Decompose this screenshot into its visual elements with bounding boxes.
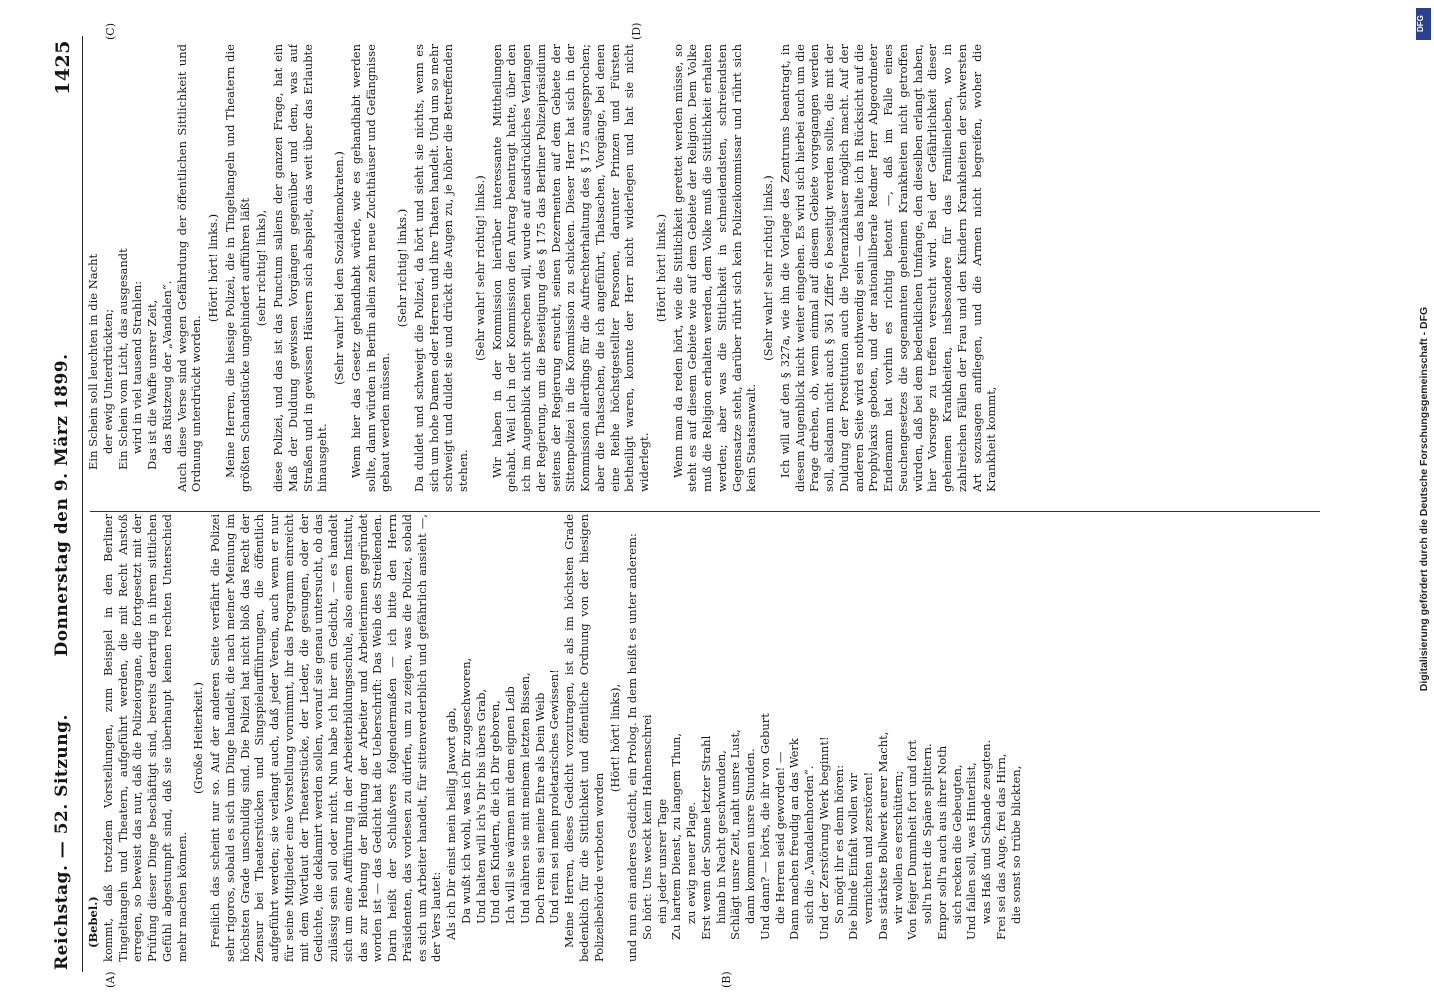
poem-line: Ein Schein vom Licht, das ausgesandt [115,248,130,470]
paragraph: Meine Herren, dieses Gedicht vorzutragen, ist als im höchsten Grade bedenklich für die Sittlichkeit und öffentliche Ordnung von der hiesigen Polizeibehörde verboten worden [562,514,606,962]
poem-line: Erst wenn der Sonne letzter Strahl [698,735,713,940]
digitization-credit [1415,8,1431,993]
poem-line: Die blinde Einfalt wollen wir [846,773,861,940]
poem-line: soll'n breit die Späne splittern. [920,743,934,924]
poem-line: vernichten und zerstören! [861,771,875,924]
paragraph: Wir haben in der Kommission hierüber interessante Mittheilungen gehabt. Weil ich in der Kommission den Antrag beantragt hatte, über den ich im Augenblick nicht sprechen will, wurde auf ausdrückliches Verlangen der Regierung, um die Beseitigung des § 175 das Berliner Polizeipräsidium seitens der Regierung ersucht, seinen Dezernenten auf dem Gebiete der Sittenpolizei in die Kommission zu schicken. Dieser Herr hat sich in der Kommission allerdings für die Aufrechterhaltung des § 175 ausgesprochen; aber die Thatsachen, die ich angeführt, Thatsachen, Vorgänge, bei denen eine Reihe höchstgestellter Personen, darunter Prinzen und Fürsten betheiligt waren, konnte der Herr nicht widerlegen und hat sie nicht widerlegt. [489,44,651,492]
credit-text: Digitalisierung gefördert durch die Deutsche Forschungsgemeinschaft - DFG [1418,306,1430,692]
paragraph: Meine Herren, die hiesige Polizei, die in Tingeltangeln und Theatern die größten Schandstücke ungehindert aufführen läßt [222,44,252,492]
interjection: (Hört! hört! links.) [653,213,668,323]
interjection: (sehr richtig! links), [254,209,269,327]
speaker-name: (Bebel.) [86,896,100,948]
poem-line: der ewig Unterdrückten; [100,308,115,454]
interjection: (Sehr wahr! sehr richtig! links.) [761,175,775,361]
poem-line: die Herren seid geworden! — [772,751,787,924]
paragraph: Auch diese Verse sind wegen Gefährdung der öffentlichen Sittlichkeit und Ordnung unterdrückt worden. [174,44,204,492]
poem-line: was Haß und Schande zeugten. [979,739,993,924]
poem-line: Frei sei das Auge, frei das Hirn, [993,753,1008,940]
poem-line: Als ich Dir einst mein heilig Jawort gab, [444,707,458,940]
column-divider [90,511,1320,512]
poem-line: Und dann? — hörts, die ihr von Geburt [757,713,772,940]
poem-line: Empor soll'n auch aus ihrer Noth [934,745,949,940]
interjection: (Hört! hört! links.) [206,213,220,323]
paragraph: diese Polizei, und das ist das Punctum saliens der ganzen Frage, hat ein Maß der Duldung gewissen Vorgängen gegenüber und dem, was auf Straßen und in gewissen Häusern sich abspielt, das weit über das Erlaubte hinausgeht. [271,44,330,492]
poem-line: Und fallen soll, was Hinterlist, [964,762,979,940]
paragraph: Wenn man da reden hört, wie die Sittlichkeit gerettet werden müsse, so steht es auf diesem Gebiete wie auf dem Gebiete der Religion. Dem Volke muß die Religion erhalten werden, dem Volke muß die Sittlichkeit erhalten werden; aber was die Sittlichkeit in schneidendsten, schreiendsten Gegensatze steht, darüber rührt sich kein Polizeikommissar und rührt sich kein Staatsanwalt. [670,44,759,492]
poem-line: Und der Zerstörung Werk beginnt! [816,736,831,940]
poem-line: Das ist die Waffe unsrer Zeit, [145,299,159,470]
poem-line: So mögt ihr es denn hören: [831,764,846,924]
margin-marker-c: (C) [104,23,117,40]
poem-line: dann kommen unsre Stunden. [743,748,757,924]
poem-line: das Rüstzeug der „Vandalen“. [159,280,174,454]
poem-line: Und rein sei mein proletarisches Gewissen! [547,669,562,924]
left-column [86,514,1346,962]
paragraph: Ich will auf den § 327a, wie ihn die Vorlage des Zentrums beantragt, in diesem Augenblick nicht weiter eingehen. Es wird sich hierbei auch um die Frage drehen, ob, wenn einmal auf diesem Gebiete vorgegangen werden soll, alsdann nicht auch § 361 Ziffer 6 beseitigt werden sollte, die mit der Duldung der Prostitution auch die Toleranzhäuser möglich macht. Auf der anderen Seite wird es nothwendig sein — das halte ich in Rücksicht auf die Prophylaxis geboten, und der nationalliberale Redner Herr Abgeordneter Endemann hat vorhin es richtig betont —, daß im Falle eines Seuchengesetzes die sogenannten geheimen Krankheiten nicht getroffen würden, daß bei dem bedenklichen Umfange, den dieselben erlangt haben, hier Vorsorge zu treffen versucht wird. Bei der Gefährlichkeit dieser geheimen Krankheiten, insbesondere für das Familienleben, wo in zahlreichen Fällen der Frau und den Kindern Krankheiten der schwersten Art sozusagen anfliegen, und die Armen nicht begreifen, woher die Krankheit kommt, [777,44,999,492]
poem-line: Von feiger Dummheit fort und fort [905,740,920,940]
interjection: (Sehr wahr! bei den Sozialdemokraten.) [332,151,346,385]
poem-line: Und den Kindern, die ich Dir geboren, [488,700,503,924]
poem-line: zu ewig neuer Plage. [684,801,698,924]
margin-marker-a: (A) [104,971,117,988]
poem-line: ein jeder unsrer Tage [654,798,669,924]
poem-line: wir wollen es erschüttern; [890,770,905,924]
header-left: Reichstag. — 52. Sitzung. [52,714,72,970]
paragraph: Freilich das scheint nur so. Auf der anderen Seite verfährt die Polizei sehr rigoros, sobald es sich um Dinge handelt, die nach meiner Meinung im höchsten Grade unschuldig sind. Die Polizei hat nicht bloß das Recht der Zensur bei Theaterstücken und Singspielaufführungen, die öffentlich aufgeführt werden; sie verlangt auch, daß jeder Verein, auch wenn er nur für seine Mitglieder eine Vorstellung vornimmt, ihr das Programm einreicht mit dem Wortlaut der Theaterstücke, der Lieder, die gesungen, oder der Gedichte, die deklamirt werden sollen, worauf sie genau untersucht, ob das zulässig sein soll oder nicht. Nun habe ich hier ein Gedicht, — es handelt sich um eine Aufführung in der Arbeiterbildungsschule, also einem Institut, das zur Hebung der Bildung der Arbeiter und Arbeiterinnen gegründet worden ist — das Gedicht hat die Ueberschrift: Das Weib des Streikenden. Darin heißt der Schlußvers folgendermaßen — ich bitte den Herrn Präsidenten, das vorlesen zu dürfen, um zu zeigen, was die Polizei, sobald es sich um Arbeiter handelt, für sittenverderblich und gefährlich ansieht —, der Vers lautet: [208,514,444,962]
paragraph: und nun ein anderes Gedicht, ein Prolog. In dem heißt es unter anderem: [625,533,639,962]
header-rule [82,36,83,972]
poem-line: Ich will sie wärmen mit dem eignen Leib [503,686,517,924]
interjection: (Sehr wahr! sehr richtig! links.) [472,175,487,361]
interjection: (Hört! hört! links), [608,683,623,793]
page-header [52,40,78,970]
margin-marker-b: (B) [720,971,733,988]
poem-line: Zu hartem Dienst, zu langem Thun, [669,732,684,940]
header-date: Donnerstag den 9. März 1899. [52,353,72,657]
poem-line: Und nähren sie mit meinem letzten Bissen, [517,672,532,924]
margin-marker-d: (D) [630,22,643,40]
poem-line: sich die „Vandalenhorden“. [802,765,816,924]
poem-line: Doch rein sei meine Ehre als Dein Weib [532,692,547,924]
poem-line: sich recken die Gebeugten, [949,764,964,924]
paragraph: Wenn hier das Gesetz gehandhabt würde, wie es gehandhabt werden sollte, dann würden in Berlin allein zehn neue Zuchthäuser und Gefängnisse gebaut werden müssen. [348,44,393,492]
poem-line: wird in viel tausend Strahlen: [130,280,145,454]
poem-line: Dann machen freudig an das Werk [787,738,802,940]
right-column [86,44,1346,492]
poem-line: So hört: Uns weckt kein Hahnenschrei [639,714,654,940]
interjection: (Sehr richtig! links.) [395,208,409,328]
poem-line: Schlägt unsre Zeit, naht unsre Lust, [728,729,743,940]
page-number: 1425 [52,40,74,95]
interjection: (Große Heiterkeit.) [191,682,206,794]
paragraph: Da duldet und schweigt die Polizei, da hört und sieht sie nichts, wenn es sich um hohe Damen oder Herren und ihre Thaten handelt. Und um so mehr schweigt und duldet sie und drückt die Augen zu, je höher die Betreffenden stehen. [411,44,470,492]
poem-line: Und halten will ich's Dir bis übers Grab, [473,688,488,924]
poem-line: Das stärkste Bollwerk eurer Macht, [875,731,890,940]
dfg-logo-icon: DFG [1416,8,1431,40]
poem-line: Da wußt ich wohl, was ich Dir zugeschworen, [458,657,473,924]
poem-line: die sonst so trübe blickten, [1008,765,1023,924]
paragraph: kommt, daß trotzdem Vorstellungen, zum Beispiel in den Berliner Tingeltangeln und Theatern, aufgeführt werden, die mit Recht Anstoß erregen, so beweist das nur, daß die Polizeiorgane, die fortgesetzt mit der Prüfung dieser Dinge beschäftigt sind, bereits derartig in ihrem sittlichen Gefühl abgestumpft sind, daß sie überhaupt keinen rechten Unterschied mehr machen können. [100,514,189,962]
poem-line: hinab in Nacht geschwunden, [713,750,728,924]
poem-line: Ein Schein soll leuchten in die Nacht [86,253,100,470]
